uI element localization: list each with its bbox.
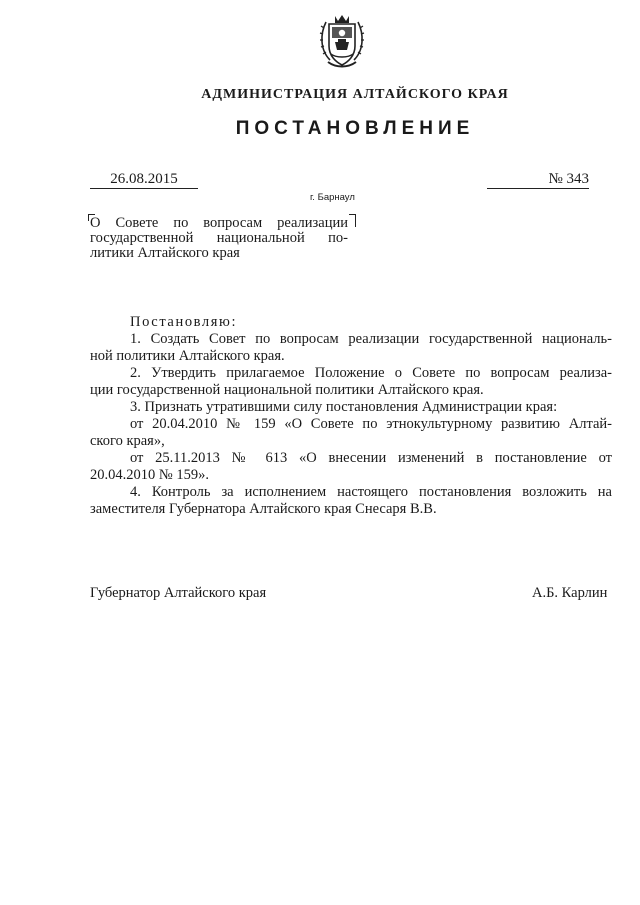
document-subject	[90, 216, 348, 261]
document-type-title: ПОСТАНОВЛЕНИЕ	[235, 118, 475, 139]
document-city: г. Барнаул	[310, 192, 355, 203]
subject-line: литики Алтайского края	[90, 245, 240, 261]
signatory-position: Губернатор Алтайского края	[90, 585, 267, 601]
document-body	[90, 314, 612, 518]
subject-line: государственной национальной по-	[90, 230, 348, 246]
organization-name: АДМИНИСТРАЦИЯ АЛТАЙСКОГО КРАЯ	[201, 87, 509, 102]
body-line: 4. Контроль за исполнением настоящего постановления возложить на	[130, 484, 612, 500]
body-item-2	[90, 365, 612, 399]
body-item-3a	[90, 416, 612, 450]
document-number: № 343	[487, 170, 589, 189]
body-item-3: 3. Признать утратившими силу постановления Администрации края:	[130, 399, 558, 415]
body-item-1	[90, 331, 612, 365]
body-item-4	[90, 484, 612, 518]
body-line: от 25.11.2013 № 613 «О внесении изменений в постановление от	[130, 450, 612, 466]
body-line: 20.04.2010 № 159».	[90, 467, 209, 483]
body-line: заместителя Губернатора Алтайского края Снесаря В.В.	[90, 501, 437, 517]
subject-line: О Совете по вопросам реализации	[90, 215, 348, 231]
document-date: 26.08.2015	[90, 170, 198, 189]
body-line: 1. Создать Совет по вопросам реализации государственной националь-	[130, 331, 612, 347]
body-line: от 20.04.2010 № 159 «О Совете по этнокультурному развитию Алтай-	[130, 416, 612, 432]
signatory-name: А.Б. Карлин	[532, 585, 608, 601]
body-line: ной политики Алтайского края.	[90, 348, 285, 364]
body-intro: Постановляю:	[130, 314, 238, 330]
body-line: ского края»,	[90, 433, 165, 449]
subject-bracket-right	[349, 214, 356, 227]
altai-krai-coat-of-arms-icon	[318, 12, 366, 70]
body-line: ции государственной национальной политики Алтайского края.	[90, 382, 484, 398]
body-line: 2. Утвердить прилагаемое Положение о Совете по вопросам реализа-	[130, 365, 612, 381]
body-item-3b	[90, 450, 612, 484]
